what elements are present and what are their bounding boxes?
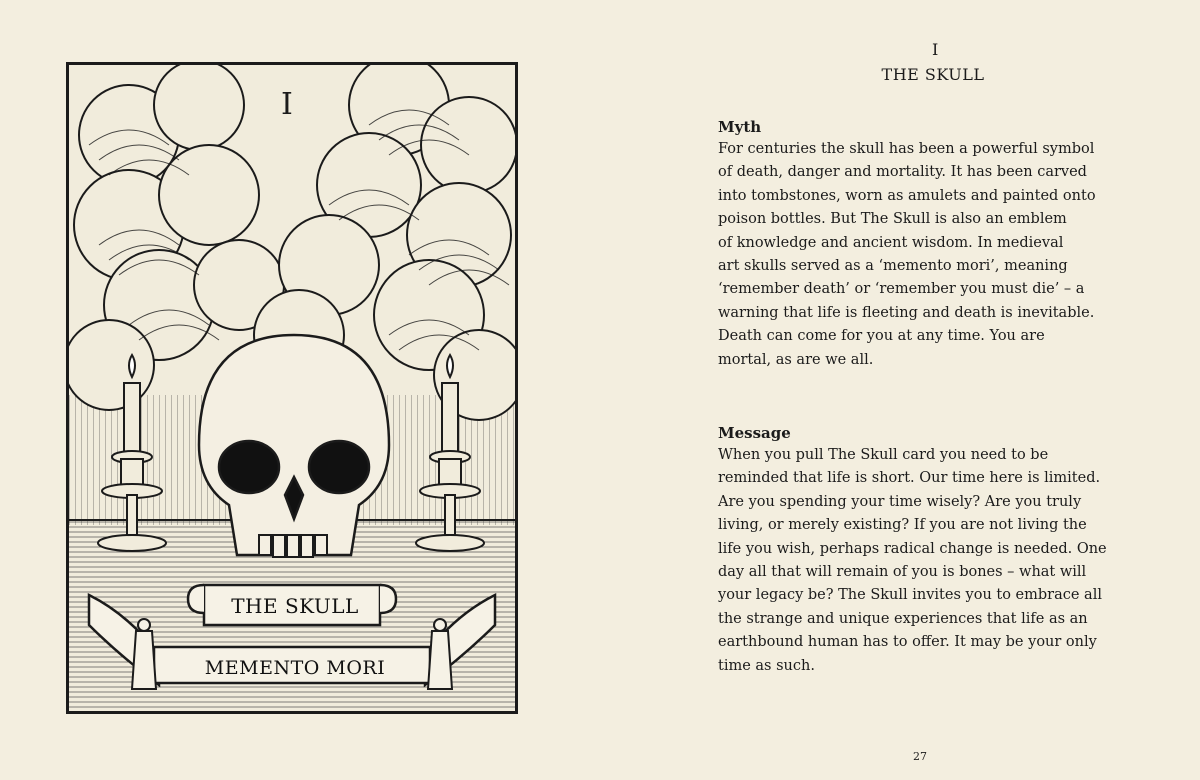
right-page: I THE SKULL Myth For centuries the skull has been a powerful symbol of death, danger and mortality. It has been carved into tombstones, worn as amulets and painted onto poison bottles. But The Skull is also an emblem of knowledge and ancient wisdom. In medieval art skulls served as a ‘memento mori’, meaning ‘remember death’ or ‘remember you must die’ – a warning that life is fleeting and death is inevitable. Death can come for you at any time. You are mortal, as are we all. Message When you pull The Skull card you need to be reminded that life is short. Our time here is limited. Are you spending your time wisely? Are you truly living, or merely existing? If you are not living the life you wish, perhaps radical change is needed. One day all that will remain of you is bones – what will your legacy be? The Skull invites you to embrace all the strange and unique experiences that life as an earthbound human has to offer. It may be your only time as such. 27: [600, 0, 1200, 780]
page-number: 27: [913, 750, 927, 763]
card-banner-title: THE SKULL: [231, 594, 359, 618]
skull-tarot-card: I THE SKULL MEMENTO MORI: [66, 62, 518, 714]
message-heading: Message: [718, 424, 791, 442]
myth-body: For centuries the skull has been a powerful symbol of death, danger and mortality. It has been carved into tombstones, worn as amulets and painted onto poison bottles. But The Skull is also an emblem of knowledge and ancient wisdom. In medieval art skulls served as a ‘memento mori’, meaning ‘remember death’ or ‘remember you must die’ – a warning that life is fleeting and death is inevitable. Death can come for you at any time. You are mortal, as are we all.: [718, 141, 1096, 368]
myth-section: [718, 116, 1138, 372]
myth-heading: Myth: [718, 118, 762, 136]
message-section: [718, 422, 1138, 678]
chapter-title: THE SKULL: [881, 65, 985, 84]
message-body: When you pull The Skull card you need to be reminded that life is short. Our time here is limited. Are you spending your time wisely? Are you truly living, or merely existing? If you are not living the life you wish, perhaps radical change is needed. One day all that will remain of you is bones – what will your legacy be? The Skull invites you to embrace all the strange and unique experiences that life as an earthbound human has to offer. It may be your only time as such.: [718, 447, 1107, 674]
card-banner-motto: MEMENTO MORI: [204, 657, 386, 679]
